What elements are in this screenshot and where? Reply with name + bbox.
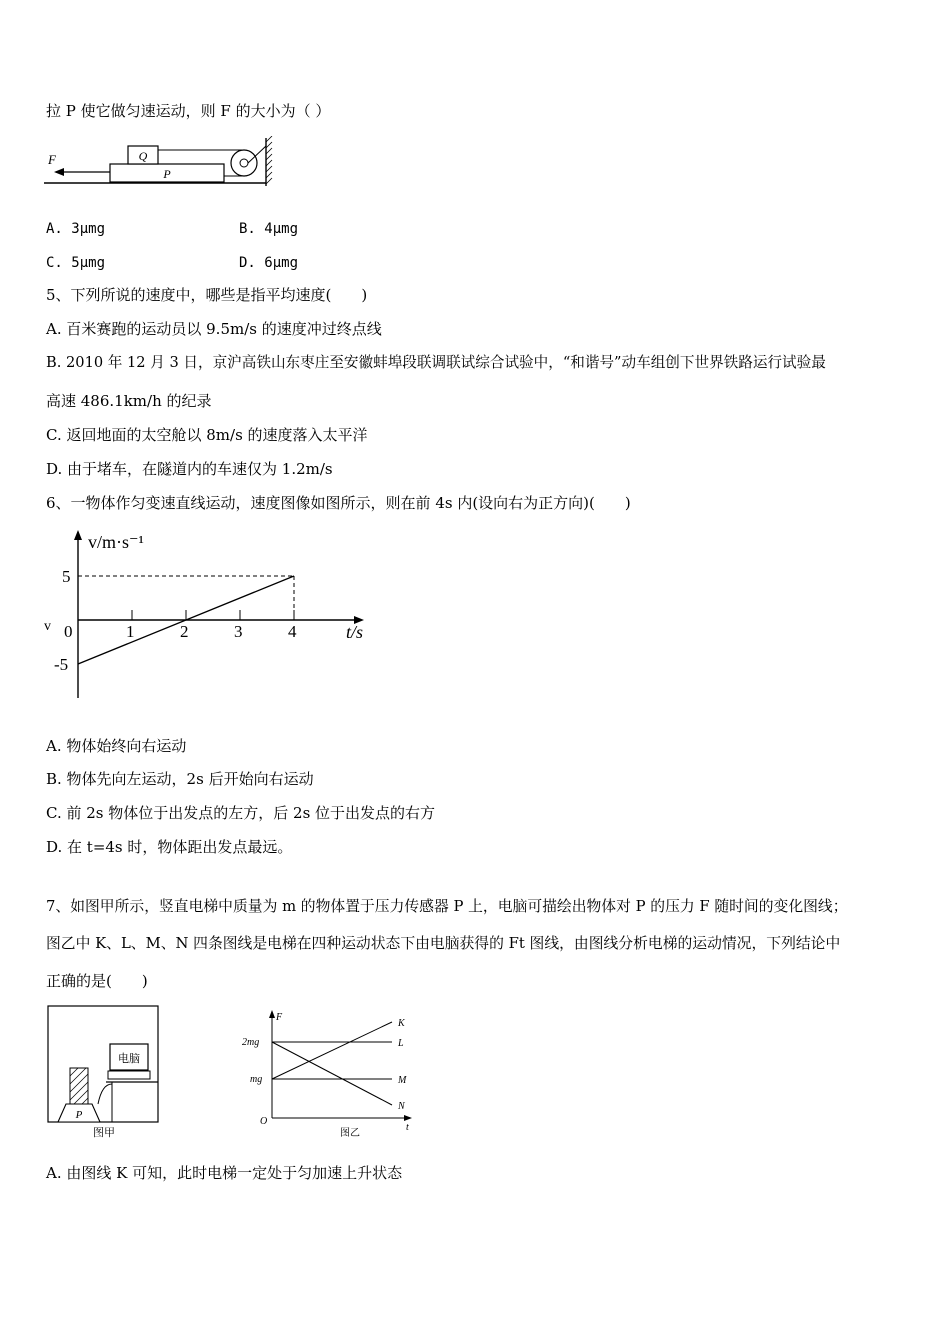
q7-stem-line1: 7、如图甲所示，竖直电梯中质量为 m 的物体置于压力传感器 P 上，电脑可描绘出物体对 P 的压力 F 随时间的变化图线； — [46, 898, 848, 915]
caption-yi: 图乙 — [340, 1128, 360, 1139]
label-m: M — [398, 1075, 407, 1086]
q4-stem: 拉 P 使它做匀速运动，则 F 的大小为（ ） — [46, 102, 331, 120]
label-n: N — [398, 1101, 405, 1112]
side-label: v — [44, 619, 51, 634]
q5-option-d: D. 由于堵车，在隧道内的车速仅为 1.2m/s — [46, 460, 333, 478]
block-p-label: P — [163, 167, 171, 181]
f-axis-arrow — [269, 1010, 275, 1018]
label-l: L — [398, 1038, 404, 1049]
q4-option-a: A. 3μmg — [46, 221, 106, 237]
q6-option-b: B. 物体先向左运动，2s 后开始向右运动 — [46, 770, 314, 788]
block-q-label: Q — [138, 149, 148, 163]
t-axis-arrow — [404, 1115, 412, 1121]
q6-option-c: C. 前 2s 物体位于出发点的左方，后 2s 位于出发点的右方 — [46, 804, 436, 822]
computer-label: 电脑 — [118, 1053, 140, 1065]
q5-option-b-cont: 高速 486.1km/h 的纪录 — [46, 392, 212, 410]
f-axis-label: F — [276, 1012, 283, 1023]
mark-mg: mg — [250, 1074, 263, 1085]
x-tick-label: 2 — [180, 622, 189, 641]
figure-yi — [240, 1008, 420, 1142]
x-tick-label: 1 — [126, 622, 135, 641]
q7-stem-line3: 正确的是( ) — [46, 972, 148, 990]
force-arrowhead — [54, 168, 64, 176]
mark-2mg: 2mg — [242, 1037, 260, 1048]
line-n — [272, 1042, 392, 1105]
y-tick-label: -5 — [54, 655, 69, 674]
q4-option-b: B. 4μmg — [239, 221, 299, 237]
x-tick-label: 3 — [234, 622, 243, 641]
q5-option-b: B. 2010 年 12 月 3 日，京沪高铁山东枣庄至安徽蚌埠段联调联试综合试验中，“和谐号”动车组创下世界铁路运行试验最 — [46, 354, 826, 371]
caption-jia: 图甲 — [93, 1127, 115, 1139]
q7-option-a: A. 由图线 K 可知，此时电梯一定处于匀加速上升状态 — [46, 1164, 403, 1182]
q4-option-d: D. 6μmg — [239, 255, 299, 271]
figure-jia — [46, 1004, 162, 1140]
q6-stem: 6、一物体作匀变速直线运动，速度图像如图所示，则在前 4s 内(设向右为正方向)( ) — [46, 494, 631, 512]
q4-option-c: C. 5μmg — [46, 255, 106, 271]
x-axis-label: t/s — [346, 622, 364, 642]
sensor-label: P — [75, 1109, 83, 1121]
line-k — [272, 1022, 392, 1079]
y-axis-label: v/m·s⁻¹ — [88, 532, 144, 552]
q5-stem: 5、下列所说的速度中，哪些是指平均速度( ) — [46, 286, 368, 304]
q5-option-c: C. 返回地面的太空舱以 8m/s 的速度落入太平洋 — [46, 426, 368, 444]
t-axis-label: t — [406, 1122, 409, 1133]
x-tick-label: 0 — [64, 622, 73, 641]
y-tick-label: 5 — [62, 567, 71, 586]
q5-option-a: A. 百米赛跑的运动员以 9.5m/s 的速度冲过终点线 — [46, 320, 382, 338]
velocity-time-chart — [40, 528, 380, 706]
q6-option-d: D. 在 t=4s 时，物体距出发点最远。 — [46, 838, 293, 856]
origin-label: O — [260, 1116, 268, 1127]
q6-option-a: A. 物体始终向右运动 — [46, 737, 187, 755]
pulley-axle — [240, 159, 248, 167]
y-axis-arrow — [74, 530, 82, 540]
x-tick-label: 4 — [288, 622, 297, 641]
force-label: F — [48, 152, 56, 167]
computer-base — [108, 1071, 150, 1079]
q4-figure — [44, 136, 280, 194]
label-k: K — [398, 1018, 405, 1029]
q7-stem-line2: 图乙中 K、L、M、N 四条图线是电梯在四种运动状态下由电脑获得的 Ft 图线，由图线分析电梯的运动情况，下列结论中 — [46, 935, 841, 952]
wall-hatch — [266, 136, 272, 184]
